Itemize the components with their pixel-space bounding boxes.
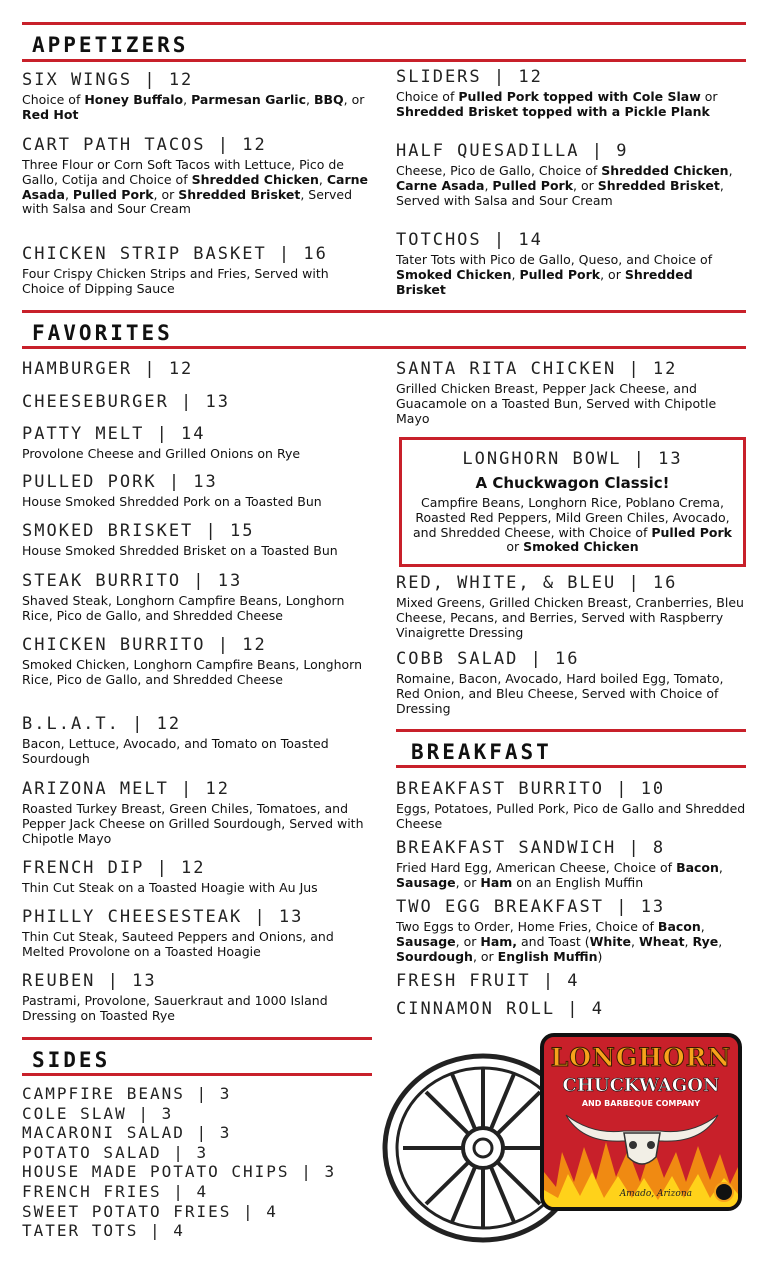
item-desc: Four Crispy Chicken Strips and Fries, Served with Choice of Dipping Sauce [22,266,329,296]
item-title: TWO EGG BREAKFAST | 13 [396,897,666,917]
side-item: HOUSE MADE POTATO CHIPS | 3 [22,1162,337,1182]
menu-item-santa-rita-chicken [396,359,746,426]
item-title: PATTY MELT | 14 [22,424,206,444]
item-desc: Choice of Pulled Pork topped with Cole Slaw or Shredded Brisket topped with a Pickle Plank [396,89,718,119]
item-title: SLIDERS | 12 [396,67,543,87]
item-title: B.L.A.T. | 12 [22,714,182,734]
menu-item-patty-melt [22,424,377,462]
item-title: FRENCH DIP | 12 [22,858,206,878]
side-item: MACARONI SALAD | 3 [22,1123,232,1143]
favorites-bottom-rule [22,346,746,349]
logo-name: LONGHORN [550,1043,732,1072]
sides-top-rule [22,1037,372,1040]
item-title: RED, WHITE, & BLEU | 16 [396,573,678,593]
menu-item-cinnamon-roll [396,999,746,1019]
menu-item-cobb-salad [396,649,746,716]
menu-item-smoked-brisket [22,521,377,559]
menu-item-hamburger [22,359,377,379]
item-title: ARIZONA MELT | 12 [22,779,230,799]
menu-item-two-egg-breakfast [396,897,746,964]
item-desc: Roasted Turkey Breast, Green Chiles, Tomatoes, and Pepper Jack Cheese on Grilled Sourdough, Served with Chipotle Mayo [22,801,364,846]
item-desc: Shaved Steak, Longhorn Campfire Beans, Longhorn Rice, Pico de Gallo, and Shredded Cheese [22,593,345,623]
item-desc: Bacon, Lettuce, Avocado, and Tomato on Toasted Sourdough [22,736,329,766]
item-desc: Fried Hard Egg, American Cheese, Choice of Bacon, Sausage, or Ham on an English Muffin [396,860,723,890]
item-title: CHEESEBURGER | 13 [22,392,230,412]
side-item: POTATO SALAD | 3 [22,1142,209,1162]
item-title: STEAK BURRITO | 13 [22,571,243,591]
menu-item-cheeseburger [22,392,377,412]
favorites-top-rule [22,310,746,313]
item-desc: House Smoked Shredded Brisket on a Toasted Bun [22,543,338,558]
logo-place: Amado, Arizona [619,1189,692,1199]
item-desc: Thin Cut Steak, Sauteed Peppers and Onions, and Melted Provolone on a Toasted Hoagie [22,929,334,959]
featured-title: LONGHORN BOWL | 13 [462,449,683,469]
side-item: COLE SLAW | 3 [22,1103,174,1123]
item-desc: Thin Cut Steak on a Toasted Hoagie with Au Jus [22,880,318,895]
item-title: SIX WINGS | 12 [22,70,194,90]
menu-item-french-dip [22,858,377,896]
breakfast-bottom-rule [396,765,746,768]
item-title: HAMBURGER | 12 [22,359,194,379]
item-desc: Pastrami, Provolone, Sauerkraut and 1000 Island Dressing on Toasted Rye [22,993,328,1023]
item-desc: Eggs, Potatoes, Pulled Pork, Pico de Gallo and Shredded Cheese [396,801,746,831]
item-title: CHICKEN STRIP BASKET | 16 [22,244,328,264]
item-title: TOTCHOS | 14 [396,230,543,250]
menu-item-chicken-burrito [22,635,377,688]
menu-item-chicken-strip-basket [22,244,372,297]
sides-list [22,1084,336,1241]
menu-item-breakfast-sandwich [396,838,746,891]
menu-item-breakfast-burrito [396,779,746,832]
side-item: TATER TOTS | 4 [22,1221,185,1241]
menu-item-arizona-melt [22,779,377,846]
menu-item-sliders [396,67,746,120]
longhorn-chuckwagon-logo [540,1033,742,1211]
item-desc: Provolone Cheese and Grilled Onions on Rye [22,446,301,461]
menu-item-six-wings [22,70,372,123]
menu-item-steak-burrito [22,571,377,624]
side-item: CAMPFIRE BEANS | 3 [22,1084,232,1103]
menu-item-fresh-fruit [396,971,746,991]
item-desc: Two Eggs to Order, Home Fries, Choice of Bacon, Sausage, or Ham, and Toast (White, Wheat, Rye, Sourdough, or English Muffin) [396,919,723,964]
featured-longhorn-bowl [399,437,746,567]
menu-item-reuben [22,971,377,1024]
logo-seal-icon [714,1182,734,1202]
item-title: COBB SALAD | 16 [396,649,580,669]
menu-item-pulled-pork [22,472,377,510]
item-title: REUBEN | 13 [22,971,157,991]
appetizers-top-rule [22,22,746,25]
item-title: SANTA RITA CHICKEN | 12 [396,359,678,379]
item-title: FRESH FRUIT | 4 [396,971,580,991]
item-title: SMOKED BRISKET | 15 [22,521,255,541]
item-title: CHICKEN BURRITO | 12 [22,635,267,655]
appetizers-bottom-rule [22,59,746,62]
logo-company: AND BARBEQUE COMPANY [581,1099,701,1108]
longhorn-skull-icon [562,1105,722,1175]
item-desc: Cheese, Pico de Gallo, Choice of Shredded Chicken, Carne Asada, Pulled Pork, or Shredded Brisket, Served with Salsa and Sour Cream [396,163,733,208]
item-title: CINNAMON ROLL | 4 [396,999,604,1019]
side-item: SWEET POTATO FRIES | 4 [22,1201,278,1221]
item-desc: Romaine, Bacon, Avocado, Hard boiled Egg, Tomato, Red Onion, and Bleu Cheese, Served with Choice of Dressing [396,671,724,716]
menu-item-blat [22,714,377,767]
item-desc: Tater Tots with Pico de Gallo, Queso, and Choice of Smoked Chicken, Pulled Pork, or Shredded Brisket [396,252,713,297]
menu-item-half-quesadilla [396,141,746,208]
appetizers-heading: APPETIZERS [32,33,189,57]
item-desc: Three Flour or Corn Soft Tacos with Lettuce, Pico de Gallo, Cotija and Choice of Shredded Chicken, Carne Asada, Pulled Pork, or Shredded Brisket, Served with Salsa and Sour Cream [22,157,369,217]
item-desc: House Smoked Shredded Pork on a Toasted Bun [22,494,322,509]
sides-heading: SIDES [32,1048,111,1072]
item-title: CART PATH TACOS | 12 [22,135,267,155]
item-title: PULLED PORK | 13 [22,472,218,492]
logo-sub: CHUCKWAGON [562,1075,720,1096]
featured-desc: Campfire Beans, Longhorn Rice, Poblano Crema, Roasted Red Peppers, Mild Green Chiles, Avocado, and Shredded Cheese, with Choice of Pulled Pork or Smoked Chicken [412,495,732,555]
menu-item-totchos [396,230,746,297]
featured-tagline: A Chuckwagon Classic! [475,474,670,492]
item-desc: Smoked Chicken, Longhorn Campfire Beans, Longhorn Rice, Pico de Gallo, and Shredded Cheese [22,657,363,687]
item-title: HALF QUESADILLA | 9 [396,141,629,161]
item-desc: Mixed Greens, Grilled Chicken Breast, Cranberries, Bleu Cheese, Pecans, and Berries, Served with Raspberry Vinaigrette Dressing [396,595,744,640]
menu-item-philly-cheesesteak [22,907,377,960]
item-title: BREAKFAST BURRITO | 10 [396,779,666,799]
menu-item-cart-path-tacos [22,135,372,217]
breakfast-heading: BREAKFAST [411,740,552,764]
menu-item-red-white-bleu [396,573,746,640]
breakfast-top-rule [396,729,746,732]
item-title: BREAKFAST SANDWICH | 8 [396,838,666,858]
sides-bottom-rule [22,1073,372,1076]
favorites-heading: FAVORITES [32,321,173,345]
side-item: FRENCH FRIES | 4 [22,1181,209,1201]
item-desc: Grilled Chicken Breast, Pepper Jack Cheese, and Guacamole on a Toasted Bun, Served with Chipotle Mayo [396,381,717,426]
item-title: PHILLY CHEESESTEAK | 13 [22,907,304,927]
item-desc: Choice of Honey Buffalo, Parmesan Garlic, BBQ, or Red Hot [22,92,365,122]
